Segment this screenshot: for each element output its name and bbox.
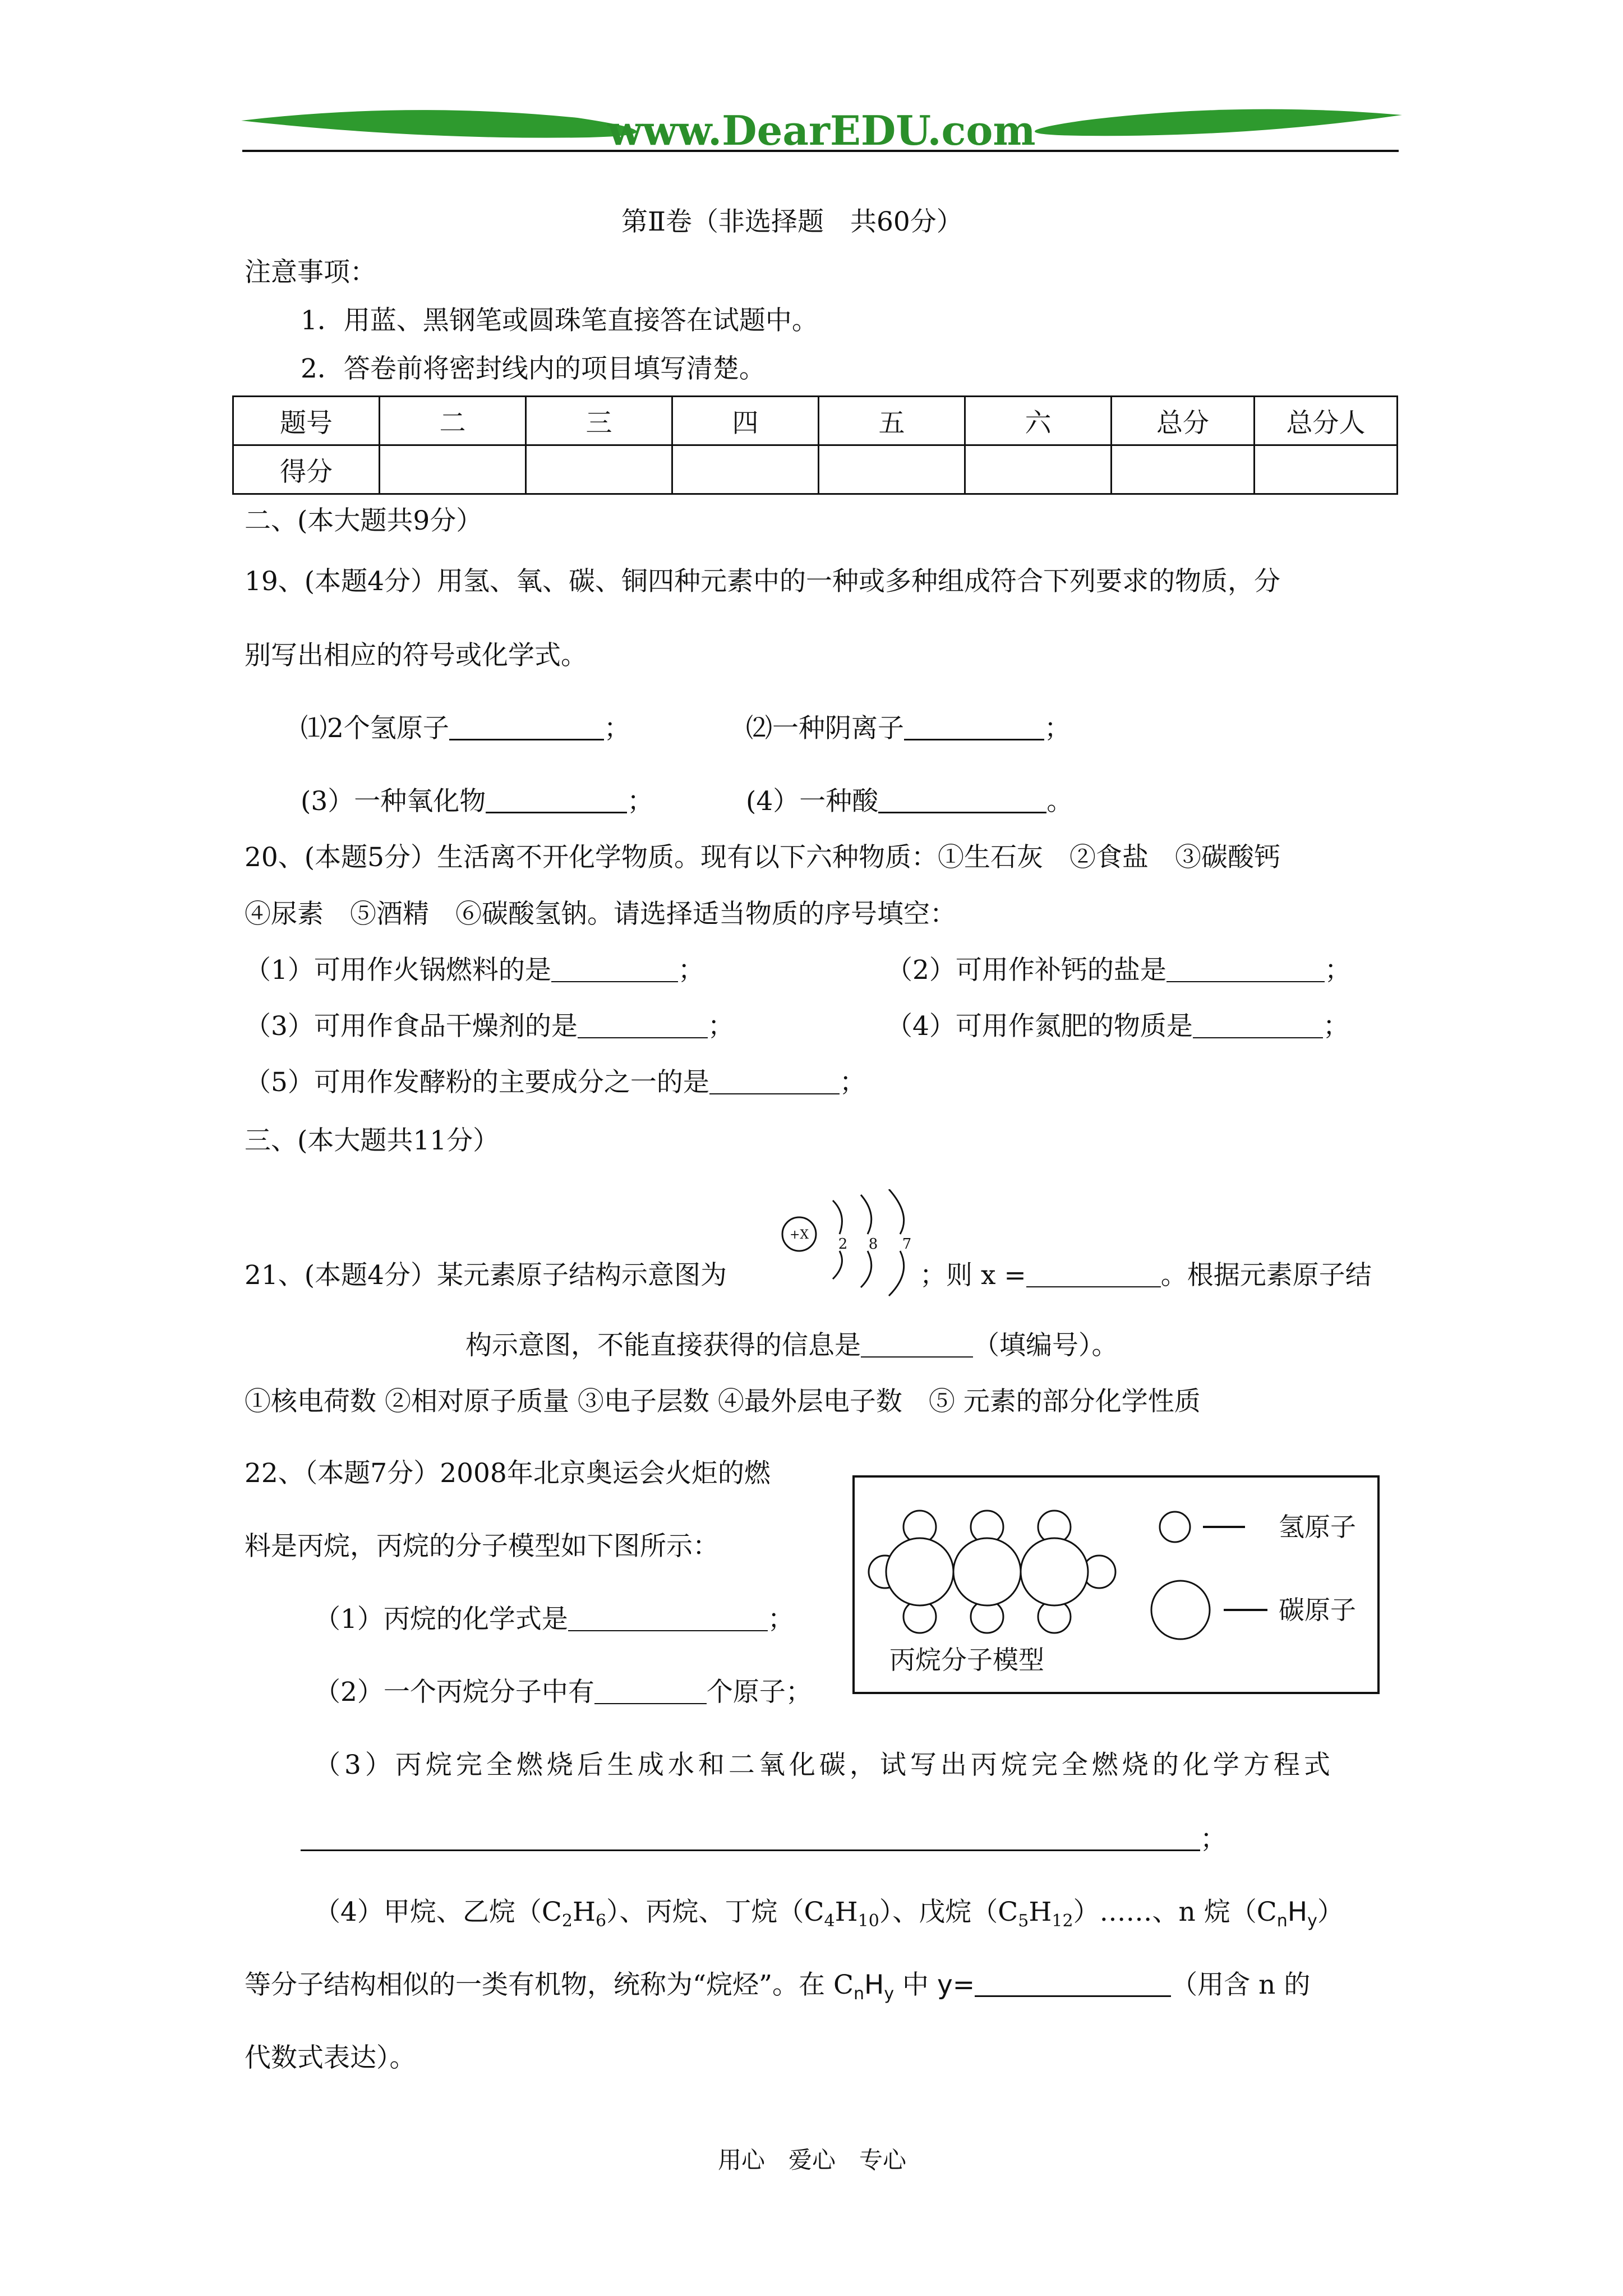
q20-stem-line1: 20、(本题5分）生活离不开化学物质。现有以下六种物质：①生石灰 ②食盐 ③碳酸钙 [245, 842, 1281, 873]
answer-blank[interactable] [904, 716, 1044, 740]
answer-blank[interactable] [551, 959, 678, 982]
model-caption: 丙烷分子模型 [889, 1645, 1044, 1675]
score-table-header: 总分人 [1255, 397, 1398, 445]
header-rule [242, 150, 1399, 152]
atom-shell-arc [861, 1251, 872, 1287]
q20-stem-line2: ④尿素 ⑤酒精 ⑥碳酸氢钠。请选择适当物质的序号填空： [245, 899, 956, 930]
q20-answer-3: （3）可用作食品干燥剂的是 ； [245, 1011, 734, 1042]
note-item-2: 2．答卷前将密封线内的项目填写清楚。 [301, 353, 766, 384]
answer-blank[interactable] [486, 789, 627, 813]
score-cell[interactable] [965, 445, 1112, 494]
equation-blank[interactable] [301, 1827, 1200, 1851]
q22-answer-3: ； [301, 1826, 1227, 1852]
q20-answer-1: （1）可用作火锅燃料的是 ； [245, 955, 704, 986]
answer-blank[interactable] [1166, 959, 1325, 982]
page-footer: 用心 爱心 专心 [718, 2146, 907, 2174]
part2-heading: 二、(本大题共9分） [245, 505, 483, 536]
atom-shell-electrons: 8 [868, 1236, 878, 1253]
q22-answer-4-line: （4）甲烷、乙烷$(C_2H_6)$、丙烷、丁烷$(C_4H_{10})$、戊烷$(C_5H_{12})\dots\dots$、n 烷$(C_nH_y)$ [314, 1897, 1344, 1931]
legend-hydrogen-label: 氢原子 [1279, 1512, 1356, 1542]
atom-shell-arc [889, 1251, 904, 1296]
answer-blank[interactable] [861, 1334, 973, 1358]
q19-answer-2: ⑵一种阴离子 ； [746, 713, 1071, 744]
score-table-header: 三 [526, 397, 672, 445]
part3-heading: 三、(本大题共11分） [245, 1125, 500, 1156]
score-table-header-row [233, 397, 1398, 445]
score-table-header: 四 [672, 397, 819, 445]
notes-heading: 注意事项： [245, 257, 376, 288]
q21-x-question: ；则 x = 。根据元素原子结 [920, 1260, 1372, 1291]
q21-stem-lead: 21、(本题4分）某元素原子结构示意图为 [245, 1260, 727, 1291]
score-cell[interactable] [380, 445, 526, 494]
q19-stem-line2: 别写出相应的符号或化学式。 [245, 640, 587, 671]
q22-answer-3-prompt: （3）丙烷完全燃烧后生成水和二氧化碳，试写出丙烷完全燃烧的化学方程式 [314, 1750, 1334, 1780]
note-item-1: 1．用蓝、黑钢笔或圆珠笔直接答在试题中。 [301, 305, 818, 336]
logo-swoosh-left [241, 110, 637, 137]
site-logo: www.DearEDU.com [607, 107, 1036, 154]
atom-shell-electrons: 2 [838, 1236, 848, 1253]
q20-answer-4: （4）可用作氮肥的物质是 ； [886, 1011, 1349, 1042]
score-table-header: 六 [965, 397, 1112, 445]
atom-shell-arc [889, 1189, 904, 1234]
q19-answer-4: (4）一种酸 。 [746, 786, 1073, 817]
answer-blank[interactable] [578, 1015, 708, 1038]
answer-blank[interactable] [594, 1681, 707, 1704]
answer-blank[interactable] [1193, 1015, 1323, 1038]
score-cell[interactable] [672, 445, 819, 494]
carbon-atom [953, 1538, 1021, 1605]
score-table [232, 395, 1398, 495]
q22-answer-4-question: 等分子结构相似的一类有机物，统称为“烷烃”。在 $C_nH_y$ 中 y= （用含 n 的 [245, 1970, 1311, 2004]
carbon-atom [1021, 1538, 1088, 1605]
score-cell[interactable] [526, 445, 672, 494]
atom-shell-arc [861, 1195, 872, 1234]
carbon-atom [886, 1538, 953, 1605]
answer-blank[interactable] [878, 789, 1046, 813]
legend-carbon-label: 碳原子 [1279, 1595, 1356, 1625]
atom-nucleus-label: +X [789, 1228, 809, 1242]
atom-shell-electrons: 7 [902, 1236, 912, 1253]
q21-options: ①核电荷数 ②相对原子质量 ③电子层数 ④最外层电子数 ⑤ 元素的部分化学性质 [245, 1386, 1201, 1417]
score-cell[interactable] [1255, 445, 1398, 494]
propane-molecule-model [852, 1475, 1380, 1694]
score-table-header: 总分 [1112, 397, 1255, 445]
q22-stem-line2: 料是丙烷，丙烷的分子模型如下图所示： [245, 1531, 719, 1562]
q20-answer-2: （2）可用作补钙的盐是 ； [886, 955, 1351, 986]
section-title: 第Ⅱ卷（非选择题 共60分） [621, 206, 963, 237]
score-cell[interactable] [1112, 445, 1255, 494]
atom-shell-arc [833, 1251, 842, 1279]
header-logo [241, 95, 1402, 168]
answer-blank[interactable] [1026, 1264, 1161, 1287]
legend-carbon-symbol [1151, 1581, 1210, 1639]
q22-answer-4-tail: 代数式表达）。 [245, 2042, 416, 2073]
q21-info-question: 构示意图，不能直接获得的信息是 （填编号）。 [465, 1330, 1118, 1361]
q22-stem-line1: 22、（本题7分）2008年北京奥运会火炬的燃 [245, 1458, 771, 1489]
q19-answer-1: ⑴2个氢原子 ； [301, 713, 630, 744]
score-table-header: 题号 [233, 397, 380, 445]
atom-shell-arc [833, 1200, 842, 1234]
answer-blank[interactable] [709, 1071, 840, 1094]
score-table-header: 五 [819, 397, 965, 445]
q20-answer-5: （5）可用作发酵粉的主要成分之一的是 ； [245, 1067, 866, 1098]
score-table-header: 二 [380, 397, 526, 445]
q22-answer-1: （1）丙烷的化学式是 ； [314, 1604, 794, 1635]
score-row-label: 得分 [233, 445, 380, 494]
q22-answer-2: （2）一个丙烷分子中有 个原子； [314, 1677, 812, 1708]
answer-blank[interactable] [975, 1973, 1171, 1997]
atom-structure-diagram [777, 1189, 934, 1301]
legend-hydrogen-symbol [1160, 1512, 1190, 1542]
score-table-score-row [233, 445, 1398, 494]
q19-stem-line1: 19、(本题4分）用氢、氧、碳、铜四种元素中的一种或多种组成符合下列要求的物质，分 [245, 566, 1281, 597]
answer-blank[interactable] [449, 716, 604, 740]
q19-answer-3: (3）一种氧化物 ； [301, 786, 654, 817]
logo-swoosh-right [1035, 109, 1402, 136]
score-cell[interactable] [819, 445, 965, 494]
answer-blank[interactable] [568, 1608, 768, 1631]
